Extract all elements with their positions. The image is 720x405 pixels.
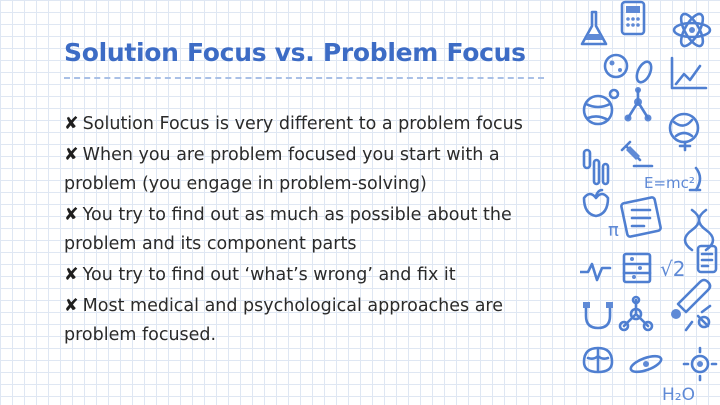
science-doodle-panel [580, 0, 720, 405]
bullet-item [64, 141, 574, 199]
bullet-item [64, 292, 574, 350]
cross-mark-icon: ✘ [64, 145, 79, 165]
microscope-icon [622, 142, 652, 166]
flask-icon [582, 12, 606, 44]
bullet-item [64, 110, 574, 139]
world-globe-icon [670, 114, 698, 150]
abacus-icon [624, 254, 650, 282]
thermometer-icon [671, 280, 710, 319]
clipboard-icon [621, 197, 661, 237]
cross-mark-icon: ✘ [64, 265, 79, 285]
heartbeat-icon [580, 264, 610, 280]
pi-label: π [608, 220, 619, 241]
formula-label: E=mc² [644, 174, 695, 192]
bullet-text: When you are problem focused you start with a problem (you engage in problem-solving) [64, 145, 500, 194]
cross-mark-icon: ✘ [64, 114, 79, 134]
sqrt-label: √2 [660, 257, 686, 281]
bacteria-icon [605, 55, 654, 85]
gear-icon [684, 348, 716, 380]
molecule-icon [625, 87, 652, 122]
bullet-text: Solution Focus is very different to a problem focus [82, 114, 523, 134]
calculator-icon [622, 2, 644, 34]
bullet-text: You try to find out ‘what’s wrong’ and fix it [82, 265, 456, 285]
slide-title: Solution Focus vs. Problem Focus [64, 38, 526, 67]
bullet-text: You try to find out as much as possible about the problem and its component parts [64, 205, 512, 254]
orbit-icon [629, 353, 663, 375]
cross-mark-icon: ✘ [64, 205, 79, 225]
globe-icon [584, 90, 618, 124]
magnet-icon [583, 302, 613, 328]
apple-icon [584, 190, 608, 216]
bullet-item [64, 261, 574, 290]
brain-icon [584, 348, 612, 372]
test-tubes-icon [584, 150, 608, 184]
dna-icon [685, 210, 713, 250]
water-formula-label: H₂O [662, 385, 695, 405]
cross-mark-icon: ✘ [64, 296, 79, 316]
title-divider [64, 77, 544, 79]
chart-icon [672, 58, 706, 88]
bullet-text: Most medical and psychological approaches are problem focused. [64, 296, 504, 345]
bullet-list [64, 110, 574, 352]
bullet-item [64, 201, 574, 259]
molecule-2-icon [620, 297, 652, 330]
atom-icon [674, 11, 710, 49]
